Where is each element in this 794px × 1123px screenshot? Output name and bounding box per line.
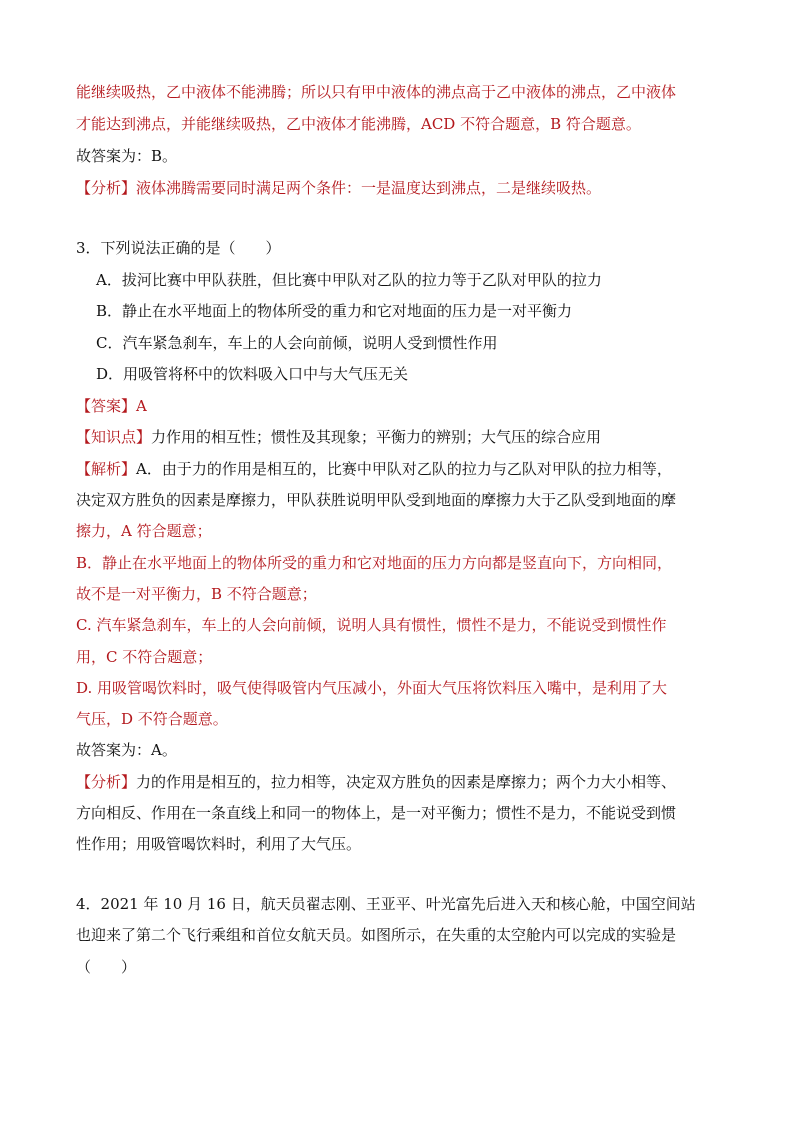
q4-stem-line: 也迎来了第二个飞行乘组和首位女航天员。如图所示，在失重的太空舱内可以完成的实验是 bbox=[76, 926, 677, 944]
q3-answer-line: 故答案为：A。 bbox=[76, 741, 177, 759]
q3-analysis bbox=[76, 772, 676, 792]
q3-stem: 3．下列说法正确的是（ ） bbox=[76, 239, 281, 257]
analysis-text: 力的作用是相互的，拉力相等，决定双方胜负的因素是摩擦力；两个力大小相等、 bbox=[136, 773, 677, 791]
q3-option-b: B．静止在水平地面上的物体所受的重力和它对地面的压力是一对平衡力 bbox=[96, 302, 573, 320]
knowledge-text: 力作用的相互性；惯性及其现象；平衡力的辨别；大气压的综合应用 bbox=[151, 428, 602, 446]
q3-explain-line: 故不是一对平衡力，B 不符合题意； bbox=[76, 585, 317, 603]
q3-analysis-line: 性作用；用吸管喝饮料时，利用了大气压。 bbox=[76, 835, 362, 853]
analysis-tag: 【分析】 bbox=[76, 179, 137, 197]
q3-option-d: D．用吸管将杯中的饮料吸入口中与大气压无关 bbox=[96, 365, 409, 383]
explain-text: A．由于力的作用是相互的，比赛中甲队对乙队的拉力与乙队对甲队的拉力相等， bbox=[136, 460, 672, 478]
q2-explain-line: 才能达到沸点，并能继续吸热，乙中液体才能沸腾，ACD 不符合题意，B 符合题意。 bbox=[76, 115, 641, 133]
q3-explain-line: 擦力，A 符合题意； bbox=[76, 522, 212, 540]
q4-stem-line: 4．2021 年 10 月 16 日，航天员翟志刚、王亚平、叶光富先后进入天和核心舱，中国空间站 bbox=[76, 895, 696, 913]
knowledge-tag: 【知识点】 bbox=[76, 428, 152, 446]
answer-tag: 【答案】 bbox=[76, 397, 137, 415]
analysis-text: 液体沸腾需要同时满足两个条件：一是温度达到沸点，二是继续吸热。 bbox=[136, 179, 602, 197]
explain-tag: 【解析】 bbox=[76, 460, 137, 478]
answer-value: A bbox=[136, 397, 147, 415]
q2-analysis bbox=[76, 178, 601, 198]
q3-explain bbox=[76, 459, 672, 479]
q3-explain-line: 决定双方胜负的因素是摩擦力，甲队获胜说明甲队受到地面的摩擦力大于乙队受到地面的摩 bbox=[76, 491, 677, 509]
q3-explain-line: 气压，D 不符合题意。 bbox=[76, 710, 228, 728]
q3-knowledge bbox=[76, 427, 601, 447]
q3-explain-line: B．静止在水平地面上的物体所受的重力和它对地面的压力方向都是竖直向下，方向相同， bbox=[76, 554, 673, 572]
q3-answer bbox=[76, 396, 147, 416]
q3-explain-line: 用，C 不符合题意； bbox=[76, 648, 213, 666]
q3-analysis-line: 方向相反、作用在一条直线上和同一的物体上，是一对平衡力；惯性不是力，不能说受到惯 bbox=[76, 804, 677, 822]
q4-stem-line: （ ） bbox=[76, 958, 137, 976]
q2-answer-line: 故答案为：B。 bbox=[76, 147, 178, 165]
q3-option-a: A．拔河比赛中甲队获胜，但比赛中甲队对乙队的拉力等于乙队对甲队的拉力 bbox=[96, 271, 602, 289]
q2-explain-line: 能继续吸热，乙中液体不能沸腾；所以只有甲中液体的沸点高于乙中液体的沸点，乙中液体 bbox=[76, 83, 677, 101]
q3-explain-line: C. 汽车紧急刹车，车上的人会向前倾，说明人具有惯性，惯性不是力，不能说受到惯性作 bbox=[76, 616, 667, 634]
analysis-tag: 【分析】 bbox=[76, 773, 137, 791]
q3-explain-line: D. 用吸管喝饮料时，吸气使得吸管内气压减小，外面大气压将饮料压入嘴中，是利用了大 bbox=[76, 679, 668, 697]
q3-option-c: C．汽车紧急刹车，车上的人会向前倾，说明人受到惯性作用 bbox=[96, 334, 498, 352]
